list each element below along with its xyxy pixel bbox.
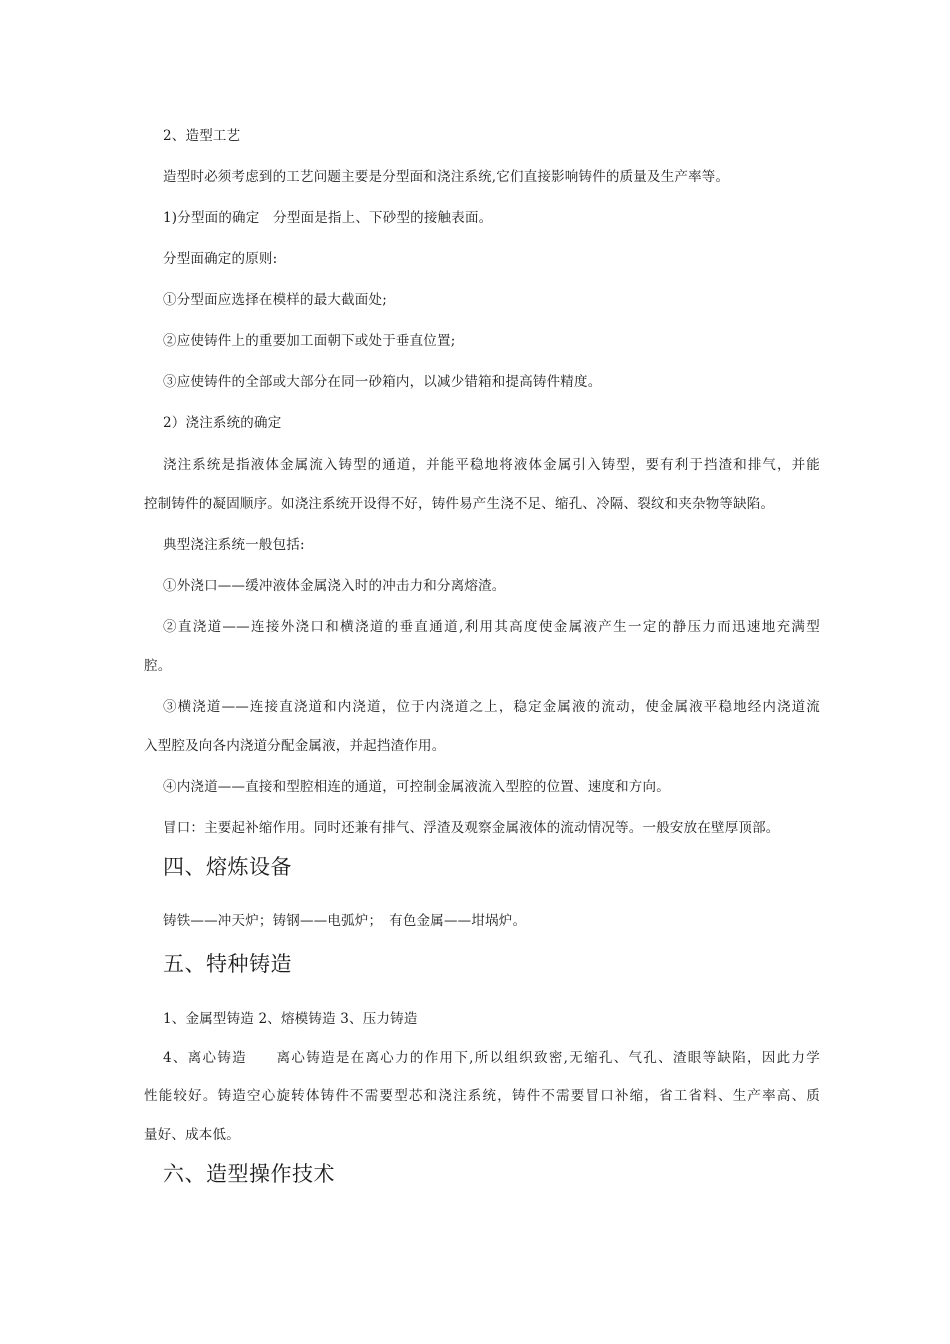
paragraph-intro: 造型时必须考虑到的工艺问题主要是分型面和浇注系统,它们直接影响铸件的质量及生产率等。 xyxy=(163,169,730,185)
centrifugal-casting-line: 4、离心铸造 离心铸造是在离心力的作用下,所以组织致密,无缩孔、气孔、渣眼等缺陷，因此力学 xyxy=(163,1050,820,1066)
gating-item-runner-cont: 入型腔及向各内浇道分配金属液，并起挡渣作用。 xyxy=(144,738,446,754)
parting-principles-label: 分型面确定的原则: xyxy=(163,251,278,267)
gating-system-title: 2）浇注系统的确定 xyxy=(163,415,282,431)
melting-equipment-text: 铸铁——冲天炉；铸钢——电弧炉； 有色金属——坩埚炉。 xyxy=(163,913,527,929)
gating-description-line: 浇注系统是指液体金属流入铸型的通道，并能平稳地将液体金属引入铸型，要有利于挡渣和排气，并能 xyxy=(163,457,820,473)
riser-description: 冒口：主要起补缩作用。同时还兼有排气、浮渣及观察金属液体的流动情况等。一般安放在壁厚顶部。 xyxy=(163,820,780,836)
typical-gating-label: 典型浇注系统一般包括: xyxy=(163,537,305,553)
gating-description-line: 控制铸件的凝固顺序。如浇注系统开设得不好，铸件易产生浇不足、缩孔、冷隔、裂纹和夹杂物等缺陷。 xyxy=(144,496,775,512)
principle-item: ①分型面应选择在模样的最大截面处; xyxy=(163,292,387,308)
principle-item: ②应使铸件上的重要加工面朝下或处于垂直位置; xyxy=(163,333,456,349)
centrifugal-casting-line: 性能较好。铸造空心旋转体铸件不需要型芯和浇注系统，铸件不需要冒口补缩，省工省料、生产率高、质 xyxy=(144,1088,820,1104)
section-title: 2、造型工艺 xyxy=(163,128,241,144)
section-heading-melting: 四、熔炼设备 xyxy=(163,855,292,879)
gating-item-ingate: ④内浇道——直接和型腔相连的通道，可控制金属液流入型腔的位置、速度和方向。 xyxy=(163,779,670,795)
principle-item: ③应使铸件的全部或大部分在同一砂箱内，以减少错箱和提高铸件精度。 xyxy=(163,374,602,390)
gating-item-sprue-cont: 腔。 xyxy=(144,658,172,674)
gating-item-runner: ③横浇道——连接直浇道和内浇道，位于内浇道之上，稳定金属液的流动，使金属液平稳地经内浇道流 xyxy=(163,699,820,715)
section-heading-molding-technique: 六、造型操作技术 xyxy=(163,1162,335,1186)
special-casting-list: 1、金属型铸造 2、熔模铸造 3、压力铸造 xyxy=(163,1011,418,1027)
parting-surface-title: 1)分型面的确定 分型面是指上、下砂型的接触表面。 xyxy=(163,210,493,226)
centrifugal-casting-line: 量好、成本低。 xyxy=(144,1127,240,1143)
section-heading-special-casting: 五、特种铸造 xyxy=(163,952,292,976)
gating-item-pouring-cup: ①外浇口——缓冲液体金属浇入时的冲击力和分离熔渣。 xyxy=(163,578,506,594)
gating-item-sprue: ②直浇道——连接外浇口和横浇道的垂直通道,利用其高度使金属液产生一定的静压力而迅速地充满型 xyxy=(163,619,820,635)
